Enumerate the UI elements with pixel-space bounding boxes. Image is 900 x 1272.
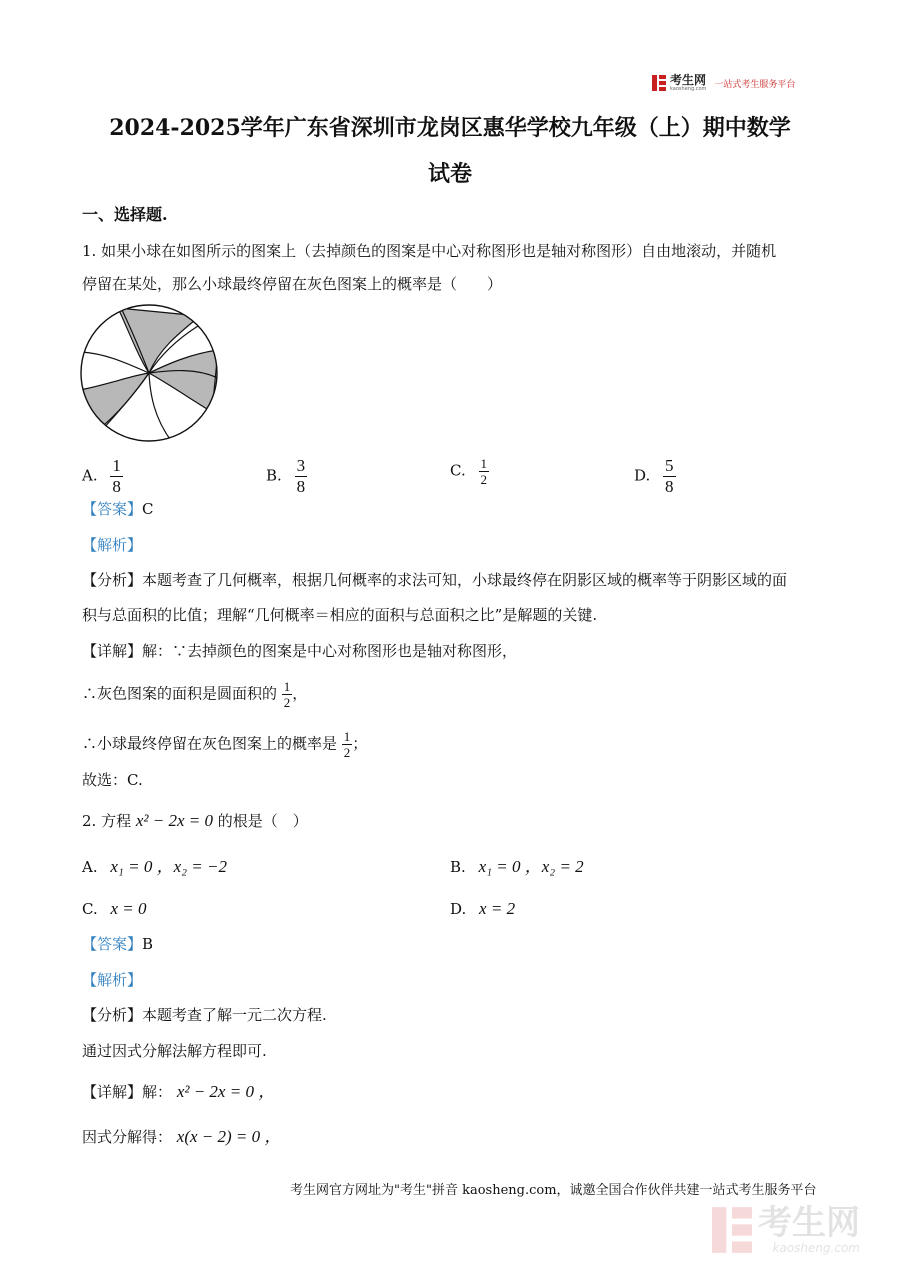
option-label: D.	[450, 900, 467, 918]
section-heading: 一、选择题.	[82, 205, 168, 224]
q2-text-pre: 2. 方程	[82, 812, 132, 830]
page-title-line2: 试卷	[427, 161, 472, 187]
fraction-numerator: 1	[283, 679, 291, 694]
fraction-denominator: 2	[480, 472, 487, 487]
q2-analysis-tag: 【解析】	[82, 971, 143, 989]
fraction-numerator: 1	[343, 729, 351, 744]
q1-conclusion: 故选：C.	[82, 771, 143, 789]
factor-equation: x(x − 2) = 0 ，	[176, 1127, 282, 1146]
option-label: A.	[82, 858, 98, 876]
watermark-sub: kaosheng.com	[772, 1241, 860, 1255]
q1-detail-line1	[82, 641, 517, 661]
option-label: B.	[266, 466, 282, 485]
detail-equation: x² − 2x = 0 ，	[176, 1082, 276, 1101]
q1-detail-line2	[82, 679, 307, 710]
q2-option-a[interactable]	[82, 857, 227, 877]
factor-text: 因式分解得：	[82, 1128, 173, 1146]
q1-detail-line3	[82, 729, 367, 760]
fraction	[663, 456, 676, 497]
option-label: B.	[450, 858, 466, 876]
option-label: A.	[82, 466, 98, 485]
fenxi-tag: 【分析】	[82, 571, 143, 589]
detail-text: ；	[352, 734, 368, 753]
logo-slogan: 一站式考生服务平台	[714, 79, 796, 90]
q1-circle-figure	[80, 304, 218, 442]
fraction-numerator: 5	[665, 456, 674, 475]
fraction	[342, 729, 353, 760]
gray-region-left	[80, 373, 149, 430]
q2-answer	[82, 934, 153, 954]
q1-analysis-tag: 【解析】	[82, 536, 143, 554]
detail-tag: 【详解】	[82, 1083, 143, 1101]
answer-value: B	[142, 935, 154, 953]
q2-detail	[82, 1082, 275, 1102]
q2-text-post: 的根是（ ）	[217, 812, 308, 830]
answer-value: C	[142, 500, 154, 518]
fraction-denominator: 8	[112, 477, 121, 496]
fenxi-text: 本题考查了几何概率，根据几何概率的求法可知，小球最终停在阴影区域的概率等于阴影区域的面	[142, 571, 788, 589]
option-text: x = 2	[479, 899, 516, 918]
q1-text-line1: 1. 如果小球在如图所示的图案上（去掉颜色的图案是中心对称图形也是轴对称图形）自由地滚动，并随机	[82, 242, 777, 260]
option-label: C.	[82, 900, 98, 918]
detail-text: 解：	[142, 1083, 173, 1101]
fraction-denominator: 2	[283, 695, 291, 710]
q1-option-b[interactable]	[266, 456, 307, 497]
detail-text: ，	[292, 684, 308, 703]
q2-equation: x² − 2x = 0	[135, 811, 214, 830]
header-logo[interactable]	[652, 73, 795, 93]
fraction-numerator: 1	[480, 456, 487, 471]
detail-text: ∴小球最终停留在灰色图案上的概率是	[82, 734, 338, 753]
option-label: C.	[450, 461, 466, 480]
option-text: x₁ = 0 ，x₂ = 2	[478, 857, 584, 876]
fenxi-text: 本题考查了解一元二次方程.	[142, 1006, 327, 1024]
fraction-numerator: 1	[112, 456, 121, 475]
answer-tag: 【答案】	[82, 935, 143, 953]
answer-tag: 【答案】	[82, 500, 143, 518]
option-label: D.	[634, 466, 651, 485]
kaosheng-logo-icon	[652, 75, 666, 91]
q2-text	[82, 811, 308, 831]
fraction-numerator: 3	[296, 456, 306, 475]
fraction	[282, 679, 293, 710]
watermark	[712, 1205, 860, 1255]
q2-option-b[interactable]	[450, 857, 584, 877]
page-footer: 考生网官方网址为"考生"拼音 kaosheng.com，诚邀全国合作伙伴共建一站式考生服务平台	[290, 1183, 817, 1198]
option-text: x₁ = 0 ，x₂ = −2	[110, 857, 227, 876]
fenxi-tag: 【分析】	[82, 1006, 143, 1024]
fraction	[295, 456, 308, 497]
q1-answer	[82, 499, 154, 519]
fraction	[110, 456, 123, 497]
fraction	[479, 456, 490, 487]
logo-domain: kaosheng.com	[670, 86, 707, 92]
q2-fenxi	[82, 1005, 327, 1025]
watermark-text: 考生网	[758, 1203, 860, 1243]
detail-tag: 【详解】	[82, 642, 143, 660]
detail-text: 解：∵去掉颜色的图案是中心对称图形也是轴对称图形，	[142, 642, 518, 660]
fraction-denominator: 8	[296, 477, 306, 496]
q1-text-line2: 停留在某处，那么小球最终停留在灰色图案上的概率是（ ）	[82, 275, 503, 293]
watermark-logo-icon	[712, 1207, 752, 1253]
q1-fenxi-line2: 积与总面积的比值；理解“几何概率＝相应的面积与总面积之比”是解题的关键.	[82, 606, 598, 624]
fraction-denominator: 8	[665, 477, 674, 496]
detail-text: ∴灰色图案的面积是圆面积的	[82, 684, 278, 703]
q2-option-c[interactable]	[82, 899, 147, 919]
q1-fenxi-line1	[82, 570, 787, 590]
q2-factor	[82, 1127, 281, 1147]
q1-option-d[interactable]	[634, 456, 676, 497]
q2-option-d[interactable]	[450, 899, 515, 919]
q2-method: 通过因式分解法解方程即可.	[82, 1042, 267, 1060]
page-title-line1: 2024-2025学年广东省深圳市龙岗区惠华学校九年级（上）期中数学	[109, 115, 791, 141]
option-text: x = 0	[110, 899, 147, 918]
fraction-denominator: 2	[343, 745, 351, 760]
q1-option-c[interactable]	[450, 456, 489, 487]
logo-brand: 考生网	[670, 73, 707, 87]
q1-option-a[interactable]	[82, 456, 123, 497]
